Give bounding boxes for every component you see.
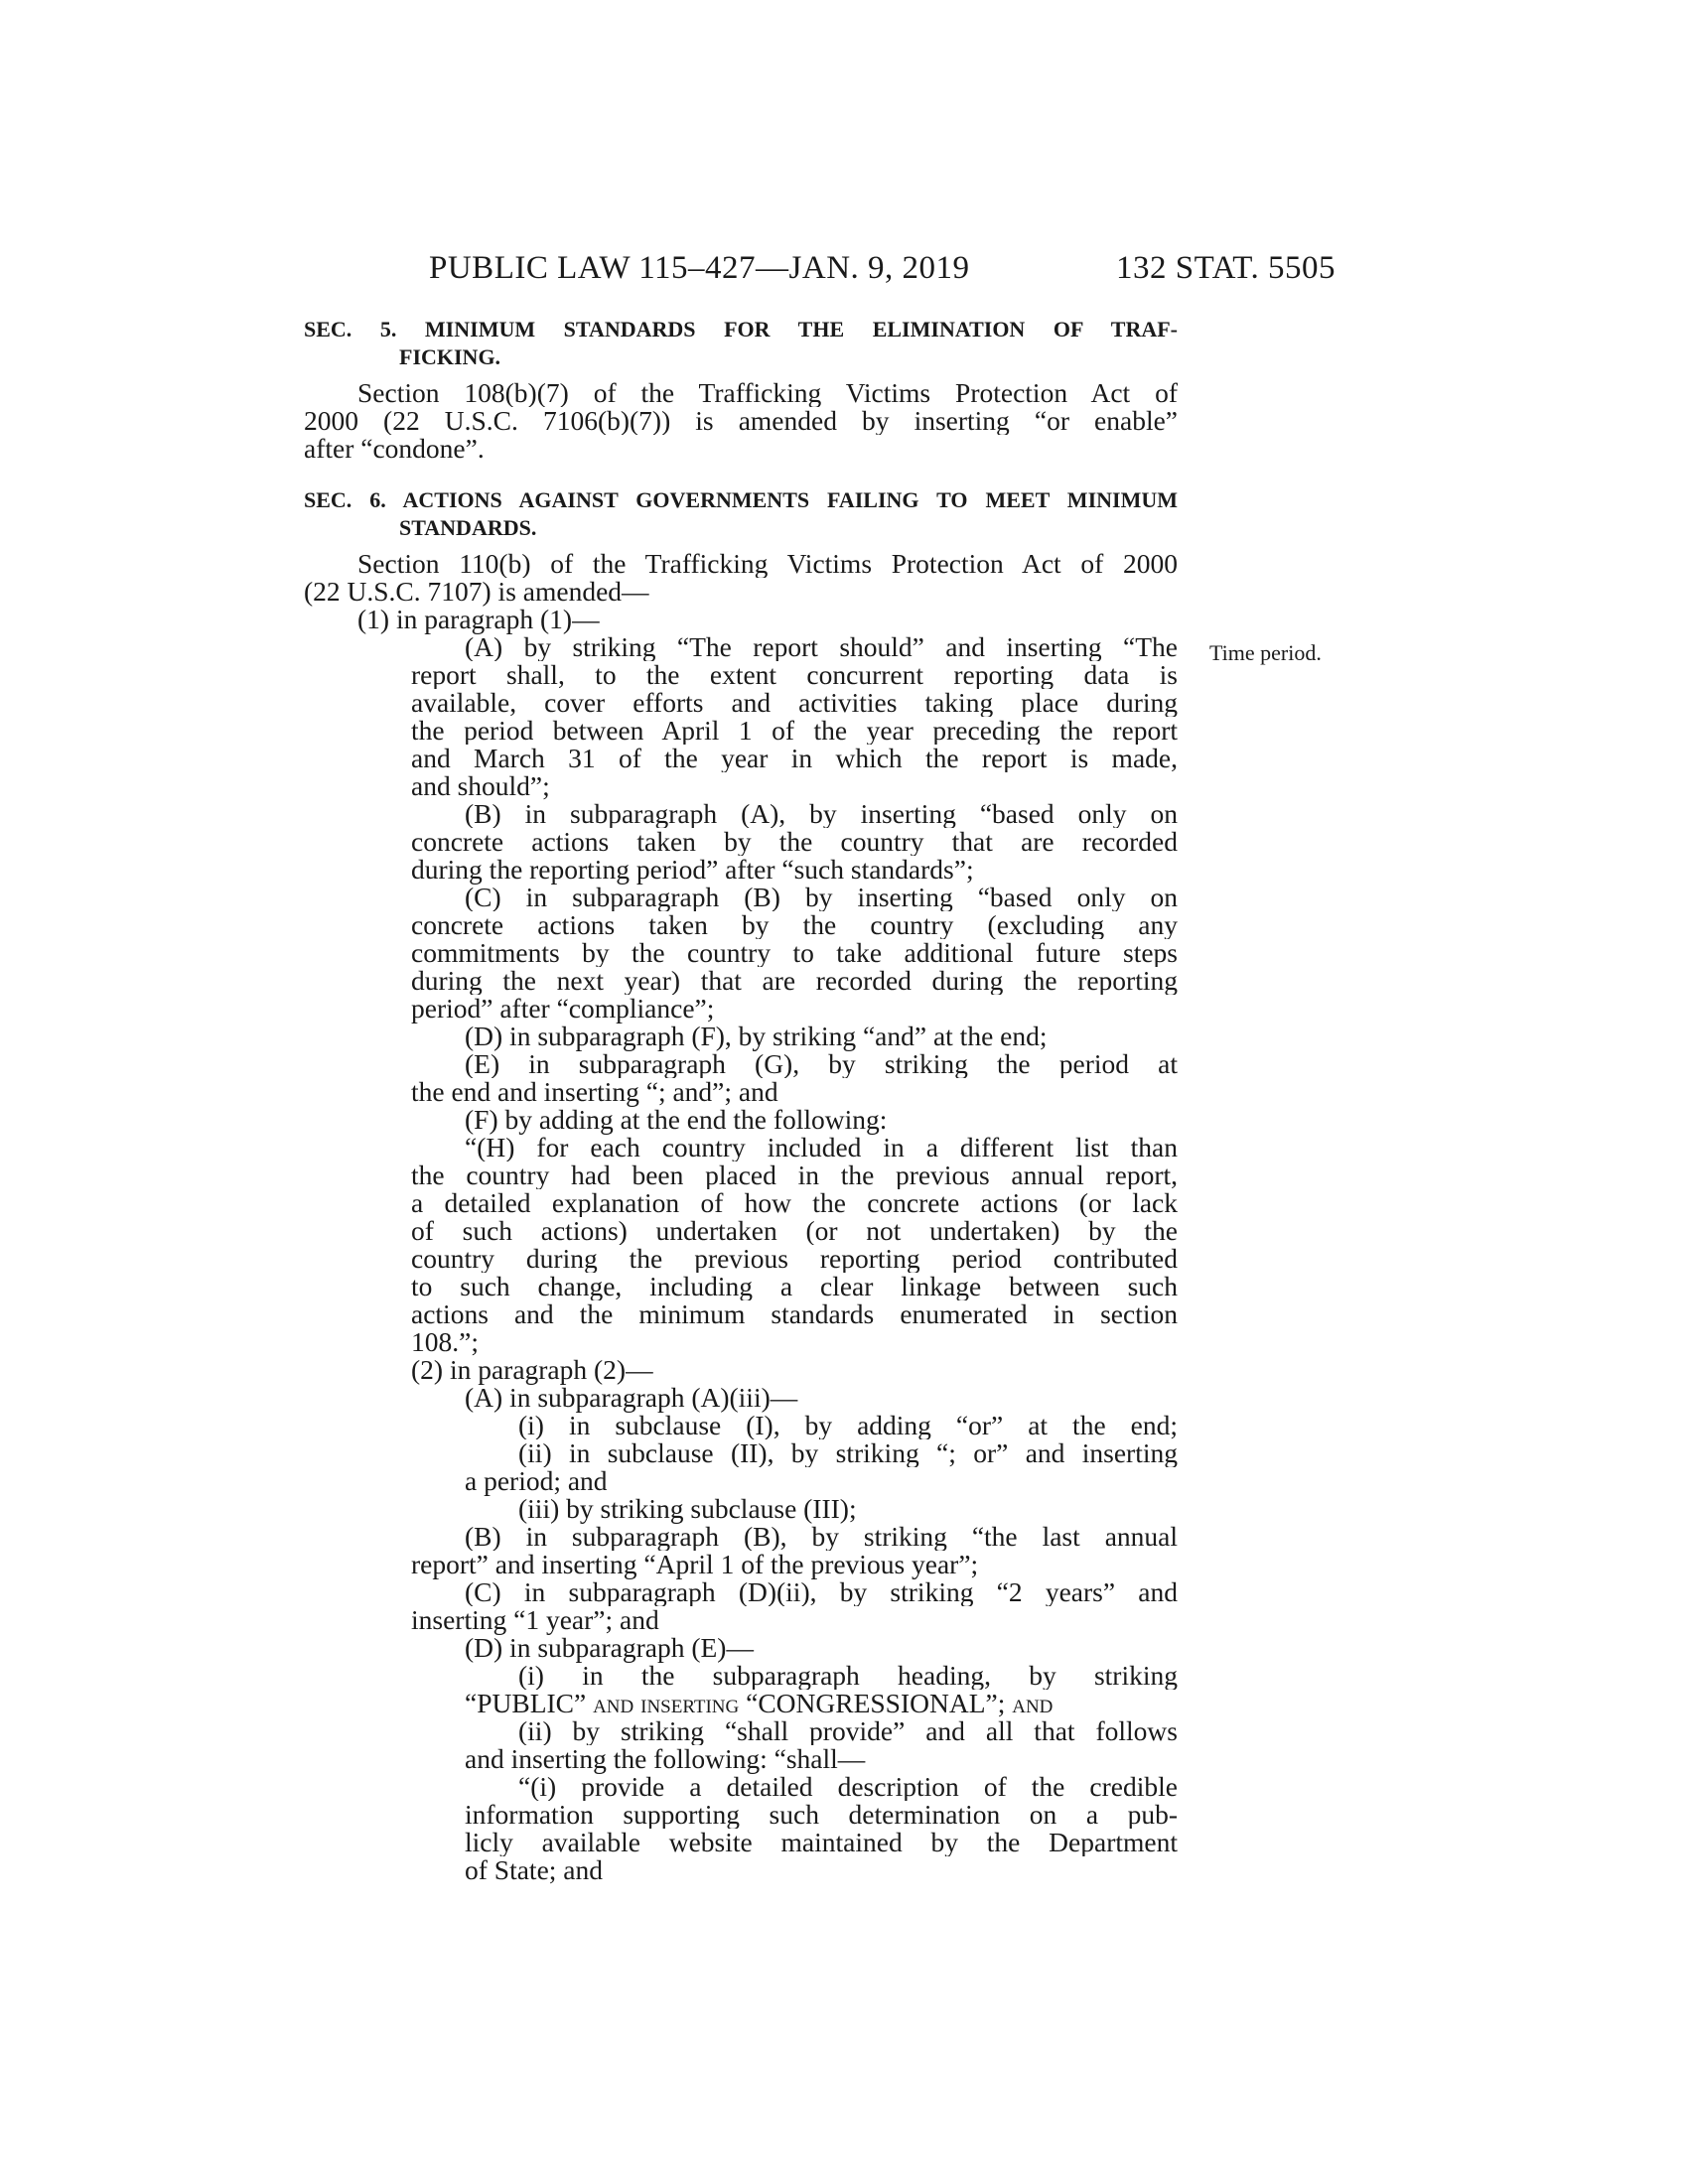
paragraph-2-intro [411,1356,1178,1384]
sec6-line: report shall, to the extent concurrent reporting data is [411,661,1178,689]
margin-note: Time period. [1209,640,1322,665]
sec6-line: (iii) by striking subclause (III); [518,1493,857,1524]
sec6-line: (C) in subparagraph (B) by inserting “based only on [465,884,1178,911]
sec6-line: commitments by the country to take additional future steps [411,939,1178,967]
sec6-line: inserting “1 year”; and [411,1604,659,1635]
sec6-line: (E) in subparagraph (G), by striking the period at [465,1050,1178,1078]
running-header-title: PUBLIC LAW 115–427—JAN. 9, 2019 [429,250,970,286]
sec6-line: the period between April 1 of the year preceding the report [411,717,1178,745]
sec5-heading-line1: SEC. 5. MINIMUM STANDARDS FOR THE ELIMINATION OF TRAF- [304,317,1178,341]
sec6-line: licly available website maintained by the Department [465,1829,1178,1856]
sec6-line: (B) in subparagraph (A), by inserting “based only on [465,800,1178,828]
sec6-line: actions and the minimum standards enumerated in section [411,1300,1178,1328]
sec6-intro [304,550,1178,606]
sec6-line: Section 110(b) of the Trafficking Victims Protection Act of 2000 [357,550,1178,578]
sec6-line: 108.”; [411,1326,479,1357]
sec6-line: (A) in subparagraph (A)(iii)— [465,1382,798,1413]
subparagraph-e-clauses [465,1662,1178,1884]
sec6-line: (i) in subclause (I), by adding “or” at the end; [518,1412,1178,1439]
sec6-heading-line2: STANDARDS. [399,515,537,540]
sec6-line: “(H) for each country included in a different list than [465,1134,1178,1161]
sec6-line: period” after “compliance”; [411,993,715,1024]
sec6-line: and should”; [411,770,550,801]
sec6-line: concrete actions taken by the country (excluding any [411,911,1178,939]
paragraph-1-body [411,633,1178,1356]
sec6-line: and inserting the following: “shall— [465,1743,866,1774]
sec6-line: (i) in the subparagraph heading, by striking [518,1662,1178,1690]
sec6-line: (C) in subparagraph (D)(ii), by striking “2 years” and [465,1578,1178,1606]
sec5-line: after “condone”. [304,433,485,464]
sec6-heading-line1: SEC. 6. ACTIONS AGAINST GOVERNMENTS FAILING TO MEET MINIMUM [304,487,1178,512]
sec6-line: (1) in paragraph (1)— [357,604,600,634]
sec5-heading-line2: FICKING. [399,344,501,369]
sec6-line: concrete actions taken by the country that are recorded [411,828,1178,856]
sec6-line: the end and inserting “; and”; and [411,1076,778,1107]
sec6-line: a period; and [465,1465,608,1496]
sec6-line: a detailed explanation of how the concrete actions (or lack [411,1189,1178,1217]
sec6-line: during the reporting period” after “such standards”; [411,854,974,885]
paragraph-1-intro [357,606,1178,633]
sec6-line: (ii) in subclause (II), by striking “; or” and inserting [518,1439,1178,1467]
sec5-body [304,379,1178,463]
sec6-line: “PUBLIC” and inserting “CONGRESSIONAL”; and [465,1688,1054,1718]
sec6-line: of such actions) undertaken (or not undertaken) by the [411,1217,1178,1245]
sec6-line: of State; and [465,1854,603,1885]
sec6-line: (B) in subparagraph (B), by striking “the last annual [465,1523,1178,1551]
sec6-line: (D) in subparagraph (F), by striking “and” at the end; [465,1021,1048,1051]
sec6-line: information supporting such determination on a pub- [465,1801,1178,1829]
sec6-line: (22 U.S.C. 7107) is amended— [304,576,649,607]
subparagraph-a-clauses [465,1412,1178,1523]
sec5-line: Section 108(b)(7) of the Trafficking Victims Protection Act of [357,379,1178,407]
sec6-line: country during the previous reporting period contributed [411,1245,1178,1273]
sec6-line: (ii) by striking “shall provide” and all that follows [518,1717,1178,1745]
sec6-line: report” and inserting “April 1 of the previous year”; [411,1549,979,1579]
sec6-line: to such change, including a clear linkage between such [411,1273,1178,1300]
running-header-page: 132 STAT. 5505 [1116,250,1336,286]
sec6-line: available, cover efforts and activities taking place during [411,689,1178,717]
paragraph-2-body [411,1384,1178,1412]
sec6-line: the country had been placed in the previous annual report, [411,1161,1178,1189]
sec6-line: (2) in paragraph (2)— [411,1354,653,1385]
sec6-line: (F) by adding at the end the following: [465,1104,888,1135]
sec6-line: and March 31 of the year in which the report is made, [411,745,1178,772]
subparagraphs-b-d [411,1523,1178,1662]
sec6-line: “(i) provide a detailed description of the credible [518,1773,1178,1801]
sec6-line: (D) in subparagraph (E)— [465,1632,754,1663]
sec6-line: during the next year) that are recorded during the reporting [411,967,1178,995]
sec5-line: 2000 (22 U.S.C. 7106(b)(7)) is amended by inserting “or enable” [304,407,1178,435]
sec6-line: (A) by striking “The report should” and inserting “The [465,633,1178,661]
